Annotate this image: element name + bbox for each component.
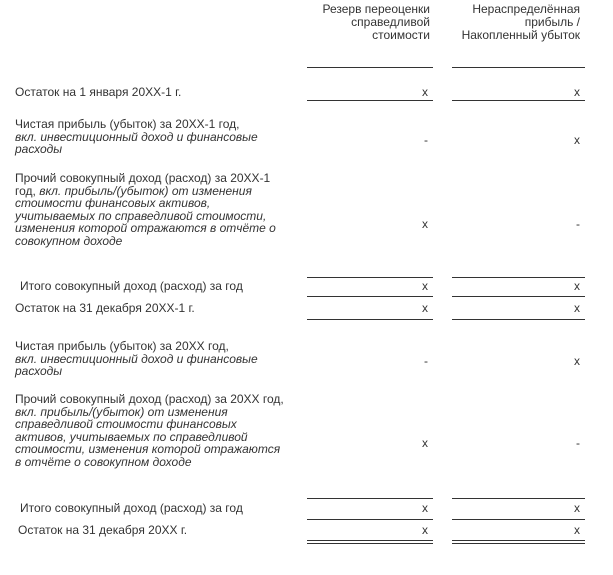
row-value-col2: x: [574, 133, 580, 147]
row-label-italic: вкл. инвестиционный доход и финансовые расходы: [15, 129, 258, 157]
row-divider: [307, 319, 433, 320]
row-label-opening-balance-prev: Остаток на 1 января 20ХХ-1 г.: [15, 85, 182, 99]
row-value-col2: x: [574, 85, 580, 99]
row-value-col1: x: [422, 85, 428, 99]
row-value-col1: x: [422, 436, 428, 450]
row-label-oci-prev: [15, 172, 285, 248]
row-value-col2: -: [576, 436, 580, 450]
row-divider: [307, 296, 433, 297]
total-double-underline: [307, 540, 433, 544]
row-label-italic: вкл. прибыль/(убыток) от изменения стоимости финансовых активов, учитываемых по справедливой стоимости, изменения которой отражаются в отчёте о совокупном доходе: [15, 183, 276, 248]
row-label-total-ci-prev: Итого совокупный доход (расход) за год: [20, 279, 243, 293]
row-divider: [452, 100, 585, 101]
row-label-total-ci-curr: Итого совокупный доход (расход) за год: [20, 501, 243, 515]
row-value-col1: -: [424, 133, 428, 147]
row-label-italic: вкл. инвестиционный доход и финансовые расходы: [15, 351, 258, 379]
row-value-col1: -: [424, 354, 428, 368]
column-header-retained-earnings: Нераспределённая прибыль /Накопленный убыток: [461, 2, 580, 42]
row-label-main: Прочий совокупный доход (расход) за 20ХХ-1 год,: [15, 171, 271, 198]
row-value-col1: x: [422, 501, 428, 515]
row-divider: [452, 319, 585, 320]
row-label-main: Чистая прибыль (убыток) за 20ХХ-1 год,: [15, 117, 240, 131]
row-divider: [452, 296, 585, 297]
header-divider-col1: [307, 67, 433, 68]
row-divider: [307, 277, 433, 278]
row-divider: [307, 100, 433, 101]
row-label-main: Чистая прибыль (убыток) за 20ХХ год,: [15, 339, 229, 353]
row-value-col2: x: [574, 279, 580, 293]
row-value-col1: x: [422, 279, 428, 293]
row-divider: [307, 498, 433, 499]
row-value-col1: x: [422, 523, 428, 537]
row-value-col2: x: [574, 523, 580, 537]
row-label-closing-balance-curr: Остаток на 31 декабря 20ХХ г.: [18, 523, 188, 537]
column-header-fair-value-reserve: Резерв переоценки справедливой стоимости: [322, 2, 430, 42]
row-label-net-profit-prev: [15, 118, 285, 156]
row-label-net-profit-curr: [15, 340, 285, 378]
row-value-col2: x: [574, 354, 580, 368]
row-divider: [452, 277, 585, 278]
row-divider: [307, 519, 433, 520]
total-double-underline: [452, 540, 585, 544]
row-divider: [452, 498, 585, 499]
row-label-italic: вкл. прибыль/(убыток) от изменения справедливой стоимости финансовых активов, учитываемых по справедливой стоимости, изменения которой отражаются в отчёте о совокупном доходе: [15, 404, 281, 469]
row-label-oci-curr: [15, 393, 285, 469]
header-divider-col2: [452, 67, 585, 68]
row-value-col2: -: [576, 217, 580, 231]
row-value-col2: x: [574, 501, 580, 515]
row-divider: [452, 519, 585, 520]
row-label-closing-balance-prev: Остаток на 31 декабря 20ХХ-1 г.: [15, 301, 195, 315]
row-value-col2: x: [574, 301, 580, 315]
row-value-col1: x: [422, 217, 428, 231]
row-value-col1: x: [422, 301, 428, 315]
row-label-main: Прочий совокупный доход (расход) за 20ХХ год,: [15, 392, 284, 406]
